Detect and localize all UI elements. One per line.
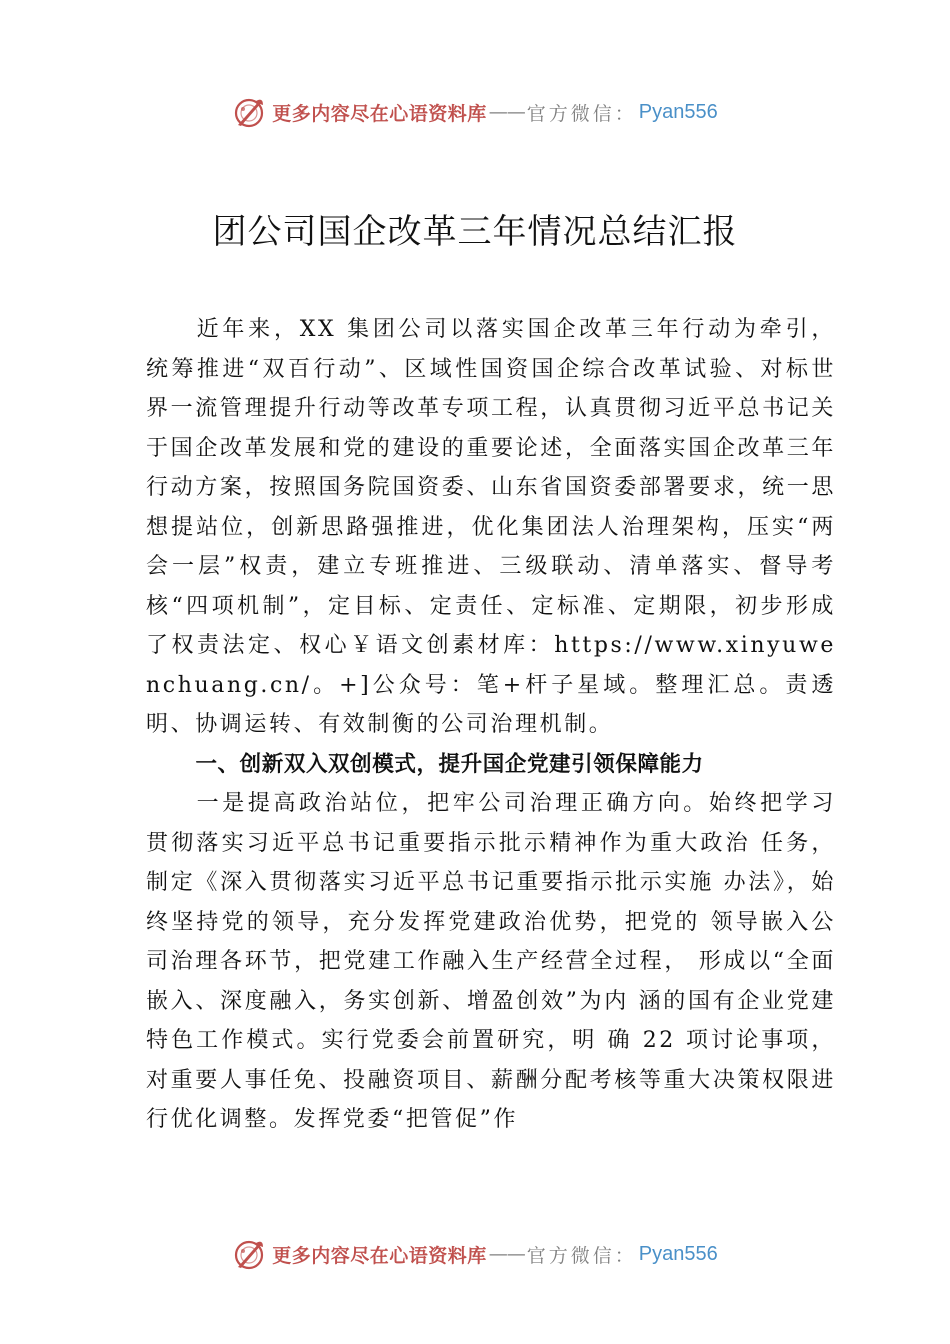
- section-heading: 一、创新双入双创模式，提升国企党建引领保障能力: [195, 751, 704, 777]
- quill-seal-logo-icon: [232, 1237, 266, 1271]
- watermark-wechat-id: Pyan556: [638, 100, 718, 123]
- watermark-brand-text: 更多内容尽在心语资料库: [272, 1244, 487, 1267]
- document-title: 团公司国企改革三年情况总结汇报: [212, 212, 738, 252]
- watermark-wechat-label: 官方微信：: [526, 102, 637, 125]
- quill-seal-logo-icon: [232, 95, 266, 129]
- document-body: [146, 310, 836, 1140]
- section-paragraph: 一是提高政治站位，把牢公司治理正确方向。始终把学习贯彻落实习近平总书记重要指示批示精神作为重大政治 任务，制定《深入贯彻落实习近平总书记重要指示批示实施 办法》，始终坚持党的领导，充分发挥党建政治优势，把党的 领导嵌入公司治理各环节，把党建工作融入生产经营全过程， 形成以“全面嵌入、深度融入，务实创新、增盈创效”为内 涵的国有企业党建特色工作模式。实行党委会前置研究，明 确 22 项讨论事项，对重要人事任免、投融资项目、薪酬分配考核等重大决策权限进行优化调整。发挥党委“把管促”作: [146, 791, 836, 1132]
- watermark-dash: ——: [488, 1243, 525, 1265]
- footer-watermark-banner: [0, 1234, 950, 1274]
- watermark-dash: ——: [488, 101, 525, 123]
- watermark-wechat-label: 官方微信：: [526, 1244, 637, 1267]
- watermark-brand-text: 更多内容尽在心语资料库: [272, 102, 487, 125]
- intro-paragraph: 近年来，XX 集团公司以落实国企改革三年行动为牵引， 统筹推进“双百行动”、区域性国资国企综合改革试验、对标世界一流管理提升行动等改革专项工程，认真贯彻习近平总书记关于国企改革发展和党的建设的重要论述，全面落实国企改革三年行动方案，按照国务院国资委、山东省国资委部署要求，统一思想提站位，创新思路强推进，优化集团法人治理架构，压实“两会一层”权责，建立专班推进、三级联动、清单落实、督导考核“四项机制”，定目标、定责任、定标准、定期限，初步形成了权责法定、权心￥语文创素材库：https://www.xinyuwenchuang.cn/。+]公众号：笔+杆子星域。整理汇总。责透明、协调运转、有效制衡的公司治理机制。: [146, 317, 836, 737]
- watermark-wechat-id: Pyan556: [638, 1242, 718, 1265]
- header-watermark-banner: [0, 92, 950, 132]
